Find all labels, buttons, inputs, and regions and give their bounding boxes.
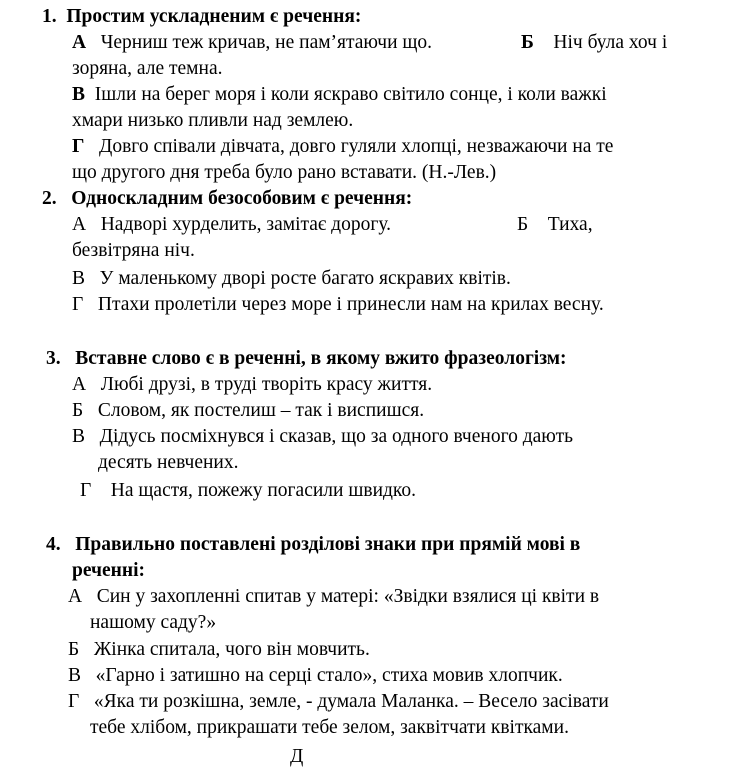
question-3-option-g xyxy=(80,478,416,504)
option-text: Тиха, xyxy=(547,214,593,235)
option-text: Птахи пролетіли через море і принесли нам на крилах весну. xyxy=(97,294,604,315)
option-text: Любі друзі, в труді творіть красу життя. xyxy=(100,374,433,395)
question-2-title: Односкладним безособовим є речення: xyxy=(71,188,413,209)
option-letter: А xyxy=(72,32,87,53)
question-2-title-line xyxy=(42,186,412,212)
option-text: нашому саду?» xyxy=(90,612,217,633)
question-2-option-a xyxy=(72,212,391,238)
option-text: Жінка спитала, чого він мовчить. xyxy=(93,639,370,660)
option-letter: Г xyxy=(72,136,85,157)
option-text: десять невчених. xyxy=(98,452,239,473)
option-text: У маленькому дворі росте багато яскравих квітів. xyxy=(99,268,511,289)
option-text: Словом, як постелиш – так і виспишся. xyxy=(97,400,425,421)
question-2-option-v xyxy=(72,266,511,292)
question-1-title-line xyxy=(42,4,361,30)
option-text: Дідусь посміхнувся і сказав, що за одного вченого дають xyxy=(99,426,574,447)
question-4-option-v xyxy=(68,663,563,689)
question-4-option-a-continuation xyxy=(90,610,216,636)
option-text: Ніч була хоч і xyxy=(553,32,668,53)
option-letter: В xyxy=(68,665,82,686)
option-letter: В xyxy=(72,426,86,447)
question-1-option-g xyxy=(72,134,613,160)
question-1-option-v-continuation xyxy=(72,108,353,134)
question-3-title: Вставне слово є в реченні, в якому вжито фразеологізм: xyxy=(75,348,567,369)
cut-off-text: Д xyxy=(290,746,304,767)
question-2-number: 2. xyxy=(42,188,57,209)
question-2-option-b xyxy=(517,212,593,238)
question-4-title: Правильно поставлені розділові знаки при прямій мові в xyxy=(75,534,581,555)
question-4-option-g xyxy=(68,689,609,715)
question-1-option-v xyxy=(72,82,607,108)
question-4-option-b xyxy=(68,637,370,663)
question-3-title-line xyxy=(46,346,567,372)
option-text: Надворі хурделить, замітає дорогу. xyxy=(100,214,392,235)
option-letter: А xyxy=(72,374,87,395)
option-text: зоряна, але темна. xyxy=(72,58,223,79)
option-text: Черниш теж кричав, не пам’ятаючи що. xyxy=(100,32,433,53)
question-1-title: Простим ускладненим є речення: xyxy=(66,6,362,27)
option-letter: А xyxy=(72,214,87,235)
option-letter: Б xyxy=(521,32,534,53)
question-2-option-g xyxy=(72,292,604,318)
question-3-option-a xyxy=(72,372,432,398)
question-1-option-b xyxy=(521,30,667,56)
question-3-option-v-continuation xyxy=(98,450,239,476)
question-4-number: 4. xyxy=(46,534,61,555)
question-3-number: 3. xyxy=(46,348,61,369)
question-4-title-line xyxy=(46,532,580,558)
option-text: Довго співали дівчата, довго гуляли хлопці, незважаючи на те xyxy=(99,136,614,157)
option-letter: В xyxy=(72,84,86,105)
option-text: Ішли на берег моря і коли яскраво світило сонце, і коли важкі xyxy=(94,84,607,105)
option-letter: Б xyxy=(68,639,80,660)
question-1-option-b-continuation xyxy=(72,56,222,82)
option-letter: Г xyxy=(68,691,80,712)
option-text: що другого дня треба було рано вставати. (Н.-Лев.) xyxy=(72,162,497,183)
question-1-option-a xyxy=(72,30,432,56)
question-4-option-a xyxy=(68,584,599,610)
option-letter: А xyxy=(68,586,83,607)
option-text: «Гарно і затишно на серці стало», стиха мовив хлопчик. xyxy=(95,665,563,686)
option-text: тебе хлібом, прикрашати тебе зелом, заквітчати квітками. xyxy=(90,717,569,738)
option-letter: Г xyxy=(72,294,84,315)
option-letter: В xyxy=(72,268,86,289)
question-4-title: реченні: xyxy=(72,560,146,581)
question-4-option-g-continuation xyxy=(90,715,569,741)
option-text: «Яка ти розкішна, земле, - думала Маланка. – Весело засівати xyxy=(93,691,609,712)
cut-off-line xyxy=(0,744,750,767)
question-4-title-continuation xyxy=(72,558,145,584)
option-letter: Б xyxy=(72,400,84,421)
option-text: хмари низько пливли над землею. xyxy=(72,110,354,131)
question-1-number: 1. xyxy=(42,6,57,27)
option-text: Син у захопленні спитав у матері: «Звідки взялися ці квіти в xyxy=(96,586,600,607)
option-letter: Б xyxy=(517,214,529,235)
option-letter: Г xyxy=(80,480,92,501)
option-text: безвітряна ніч. xyxy=(72,240,195,261)
question-1-option-g-continuation xyxy=(72,160,496,186)
question-2-option-b-continuation xyxy=(72,238,195,264)
question-3-option-b xyxy=(72,398,424,424)
question-3-option-v xyxy=(72,424,573,450)
option-text: На щастя, пожежу погасили швидко. xyxy=(110,480,417,501)
